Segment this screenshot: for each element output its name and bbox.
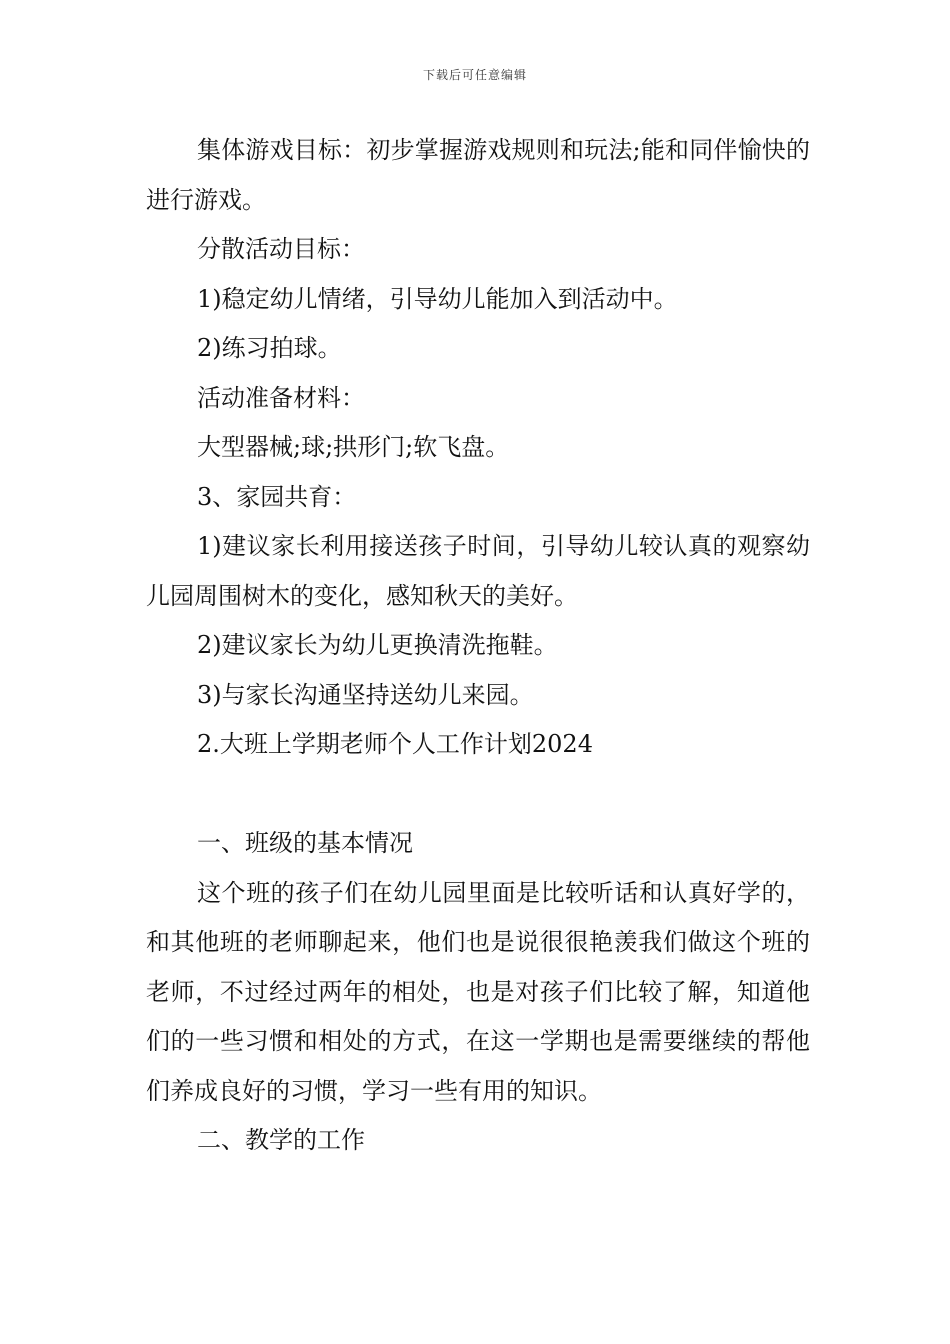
heading-teaching-work: 二、教学的工作 (197, 1126, 365, 1154)
paragraph-materials-list: 大型器械;球;拱形门;软飞盘。 (197, 433, 510, 461)
paragraph-group-game-goal: 集体游戏目标：初步掌握游戏规则和玩法;能和同伴愉快的进行游戏。 (146, 136, 810, 214)
blank-line (146, 770, 810, 820)
section-title-work-plan: 2.大班上学期老师个人工作计划2024 (197, 730, 593, 758)
paragraph-class-description: 这个班的孩子们在幼儿园里面是比较听话和认真好学的，和其他班的老师聊起来，他们也是说很很艳羡我们做这个班的老师，不过经过两年的相处，也是对孩子们比较了解，知道他们的一些习惯和相处的方式，在这一学期也是需要继续的帮他们养成良好的习惯，学习一些有用的知识。 (146, 878, 810, 1105)
document-body (146, 126, 810, 1166)
paragraph-scattered-activity-goal: 分散活动目标： (197, 235, 365, 263)
paragraph-home-school-item-2: 2)建议家长为幼儿更换清洗拖鞋。 (197, 631, 558, 659)
heading-class-basic-situation: 一、班级的基本情况 (197, 829, 413, 857)
paragraph-home-school-item-1: 1)建议家长利用接送孩子时间，引导幼儿较认真的观察幼儿园周围树木的变化，感知秋天的美好。 (146, 532, 810, 610)
page-header: 下载后可任意编辑 (422, 68, 527, 82)
paragraph-home-school-item-3: 3)与家长沟通坚持送幼儿来园。 (197, 680, 534, 709)
paragraph-goal-item-2: 2)练习拍球。 (197, 334, 342, 362)
paragraph-materials-heading: 活动准备材料： (197, 383, 365, 412)
paragraph-home-school-heading: 3、家园共育： (197, 482, 357, 511)
paragraph-goal-item-1: 1)稳定幼儿情绪，引导幼儿能加入到活动中。 (197, 284, 678, 313)
